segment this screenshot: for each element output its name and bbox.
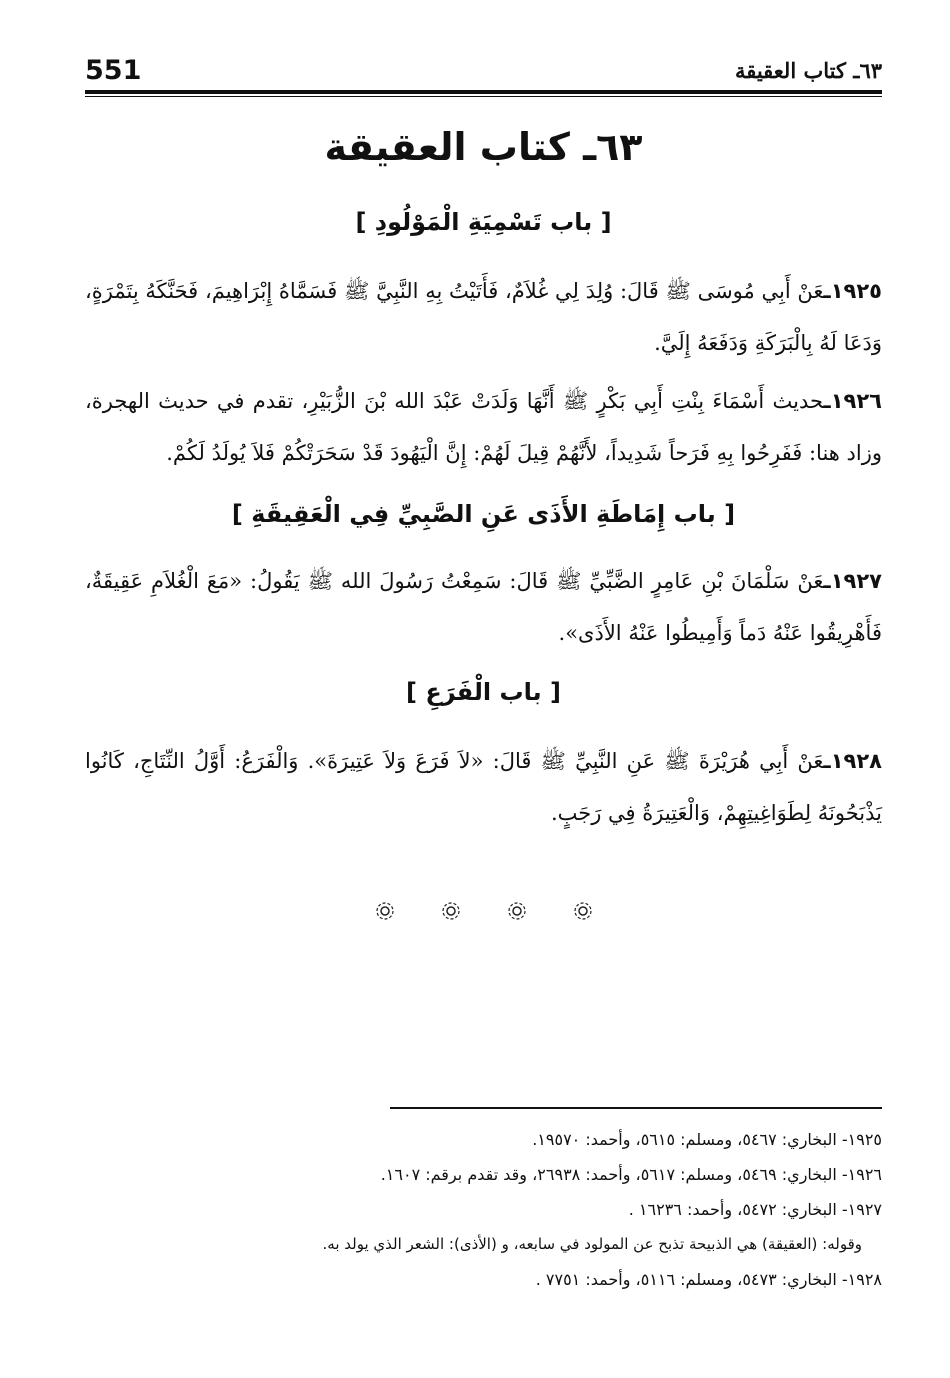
hadith-text: عَنْ سَلْمَانَ بْنِ عَامِرٍ الضَّبِّيِّ ﷺ قَالَ: سَمِعْتُ رَسُولَ الله ﷺ يَقُولُ: «مَعَ الْغُلاَمِ عَقِيقَةٌ، فَأَهْرِيقُوا عَنْهُ دَماً وَأَمِيطُوا عَنْهُ الأَذَى». — [85, 569, 882, 645]
hadith-number: ١٩٢٦ـ — [823, 389, 882, 413]
hadith-number: ١٩٢٥ـ — [823, 279, 882, 303]
section-heading-naming-newborn: [ باب تَسْمِيَةِ الْمَوْلُودِ ] — [355, 208, 612, 236]
header-rule — [85, 90, 882, 97]
hadith-number: ١٩٢٧ـ — [823, 569, 882, 593]
ornament-flower-icon — [572, 900, 594, 922]
section-end-ornaments — [85, 900, 882, 922]
ornament-flower-icon — [374, 900, 396, 922]
section-heading-removing-harm: [ باب إِمَاطَةِ الأَذَى عَنِ الصَّبِيِّ فِي الْعَقِيقَةِ ] — [231, 500, 736, 528]
hadith-text: عَنْ أَبِي هُرَيْرَةَ ﷺ عَنِ النَّبِيِّ ﷺ قَالَ: «لاَ فَرَعَ وَلاَ عَتِيرَةَ». وَالْفَرَعُ: أَوَّلُ النِّتَاجِ، كَانُوا يَذْبَحُونَهُ لِطَوَاغِيتِهِمْ، وَالْعَتِيرَةُ فِي رَجَبٍ. — [85, 749, 882, 825]
hadith-1928 — [85, 735, 882, 839]
footnote-1928: ١٩٢٨- البخاري: ٥٤٧٣، ومسلم: ٥١١٦، وأحمد: ٧٧٥١ . — [535, 1270, 882, 1289]
footnotes — [85, 1122, 882, 1297]
footnote-1927: ١٩٢٧- البخاري: ٥٤٧٢، وأحمد: ١٦٢٣٦ . — [628, 1200, 882, 1219]
section-heading-farah: [ باب الْفَرَعِ ] — [406, 678, 561, 706]
footnote-rule — [390, 1107, 882, 1109]
running-title: ٦٣ـ كتاب العقيقة — [734, 57, 882, 83]
hadith-1926 — [85, 375, 882, 479]
chapter-title: ٦٣ـ كتاب العقيقة — [324, 125, 643, 169]
footnote-1927-note: وقوله: (العقيقة) هي الذبيحة تذبح عن المولود في سابعه، و (الأذى): الشعر الذي يولد به. — [322, 1235, 862, 1253]
page-number: 551 — [85, 54, 142, 86]
ornament-flower-icon — [506, 900, 528, 922]
hadith-text: حديث أَسْمَاءَ بِنْتِ أَبِي بَكْرٍ ﷺ أَنَّهَا وَلَدَتْ عَبْدَ الله بْنَ الزُّبَيْرِ، تقدم في حديث الهجرة، وزاد هنا: فَفَرِحُوا بِهِ فَرَحاً شَدِيداً، لأَنَّهُمْ قِيلَ لَهُمْ: إِنَّ الْيَهُودَ قَدْ سَحَرَتْكُمْ فَلاَ يُولَدُ لَكُمْ. — [85, 389, 882, 465]
ornament-flower-icon — [440, 900, 462, 922]
hadith-text: عَنْ أَبِي مُوسَى ﷺ قَالَ: وُلِدَ لِي غُلاَمٌ، فَأَتَيْتُ بِهِ النَّبِيَّ ﷺ فَسَمَّاهُ إِبْرَاهِيمَ، فَحَنَّكَهُ بِتَمْرَةٍ، وَدَعَا لَهُ بِالْبَرَكَةِ وَدَفَعَهُ إِلَيَّ. — [85, 279, 882, 355]
hadith-1927 — [85, 555, 882, 659]
footnote-1925: ١٩٢٥- البخاري: ٥٤٦٧، ومسلم: ٥٦١٥، وأحمد: ١٩٥٧٠. — [532, 1130, 882, 1149]
hadith-1925 — [85, 265, 882, 369]
hadith-number: ١٩٢٨ـ — [823, 749, 882, 773]
footnote-1926: ١٩٢٦- البخاري: ٥٤٦٩، ومسلم: ٥٦١٧، وأحمد: ٢٦٩٣٨، وقد تقدم برقم: ١٦٠٧. — [380, 1165, 882, 1184]
page-header — [85, 52, 882, 88]
